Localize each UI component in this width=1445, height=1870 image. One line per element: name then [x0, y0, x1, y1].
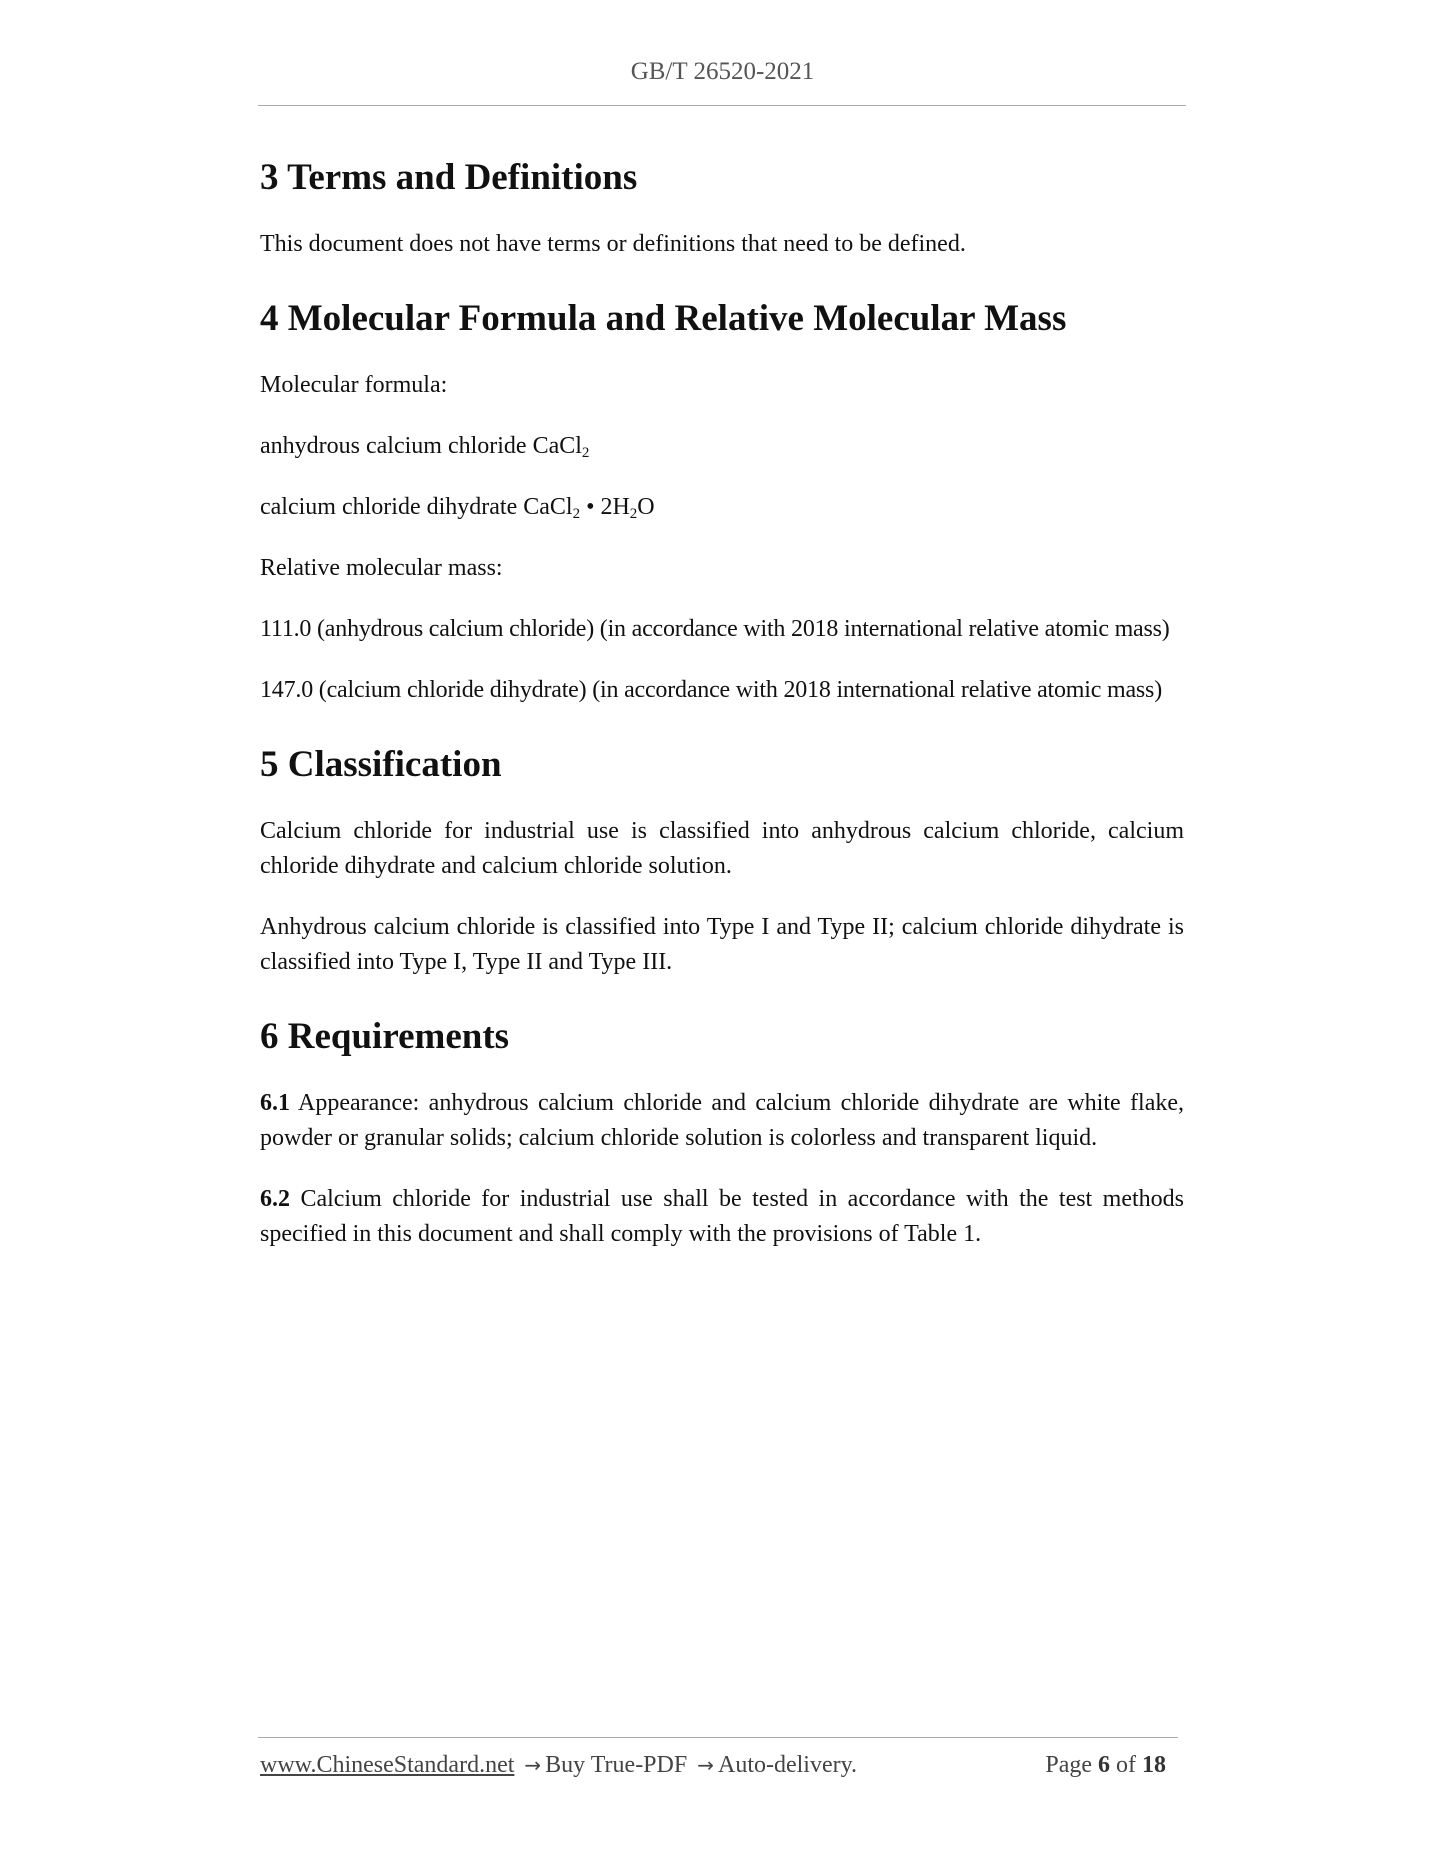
- formula-dihydrate-mid: • 2H: [580, 494, 630, 520]
- page-content: [260, 155, 1184, 1252]
- section-5-title: 5 Classification: [260, 744, 502, 785]
- section-4-title: 4 Molecular Formula and Relative Molecular Mass: [260, 298, 1067, 339]
- page-label: Page: [1045, 1752, 1092, 1778]
- mass-anhydrous: 111.0 (anhydrous calcium chloride) (in accordance with 2018 international relative atomic mass): [260, 616, 1170, 642]
- section-5-para-2: Anhydrous calcium chloride is classified into Type I and Type II; calcium chloride dihydrate is classified into Type I, Type II and Type III.: [260, 914, 1184, 975]
- footer-divider: [258, 1737, 1178, 1738]
- formula-dihydrate-subscript-1: 2: [572, 506, 581, 522]
- site-link[interactable]: www.ChineseStandard.net: [260, 1752, 515, 1778]
- formula-dihydrate-tail: O: [637, 494, 655, 520]
- header-standard-code: GB/T 26520-2021: [630, 58, 815, 85]
- section-6-title: 6 Requirements: [260, 1016, 510, 1057]
- clause-6-1-text: Appearance: anhydrous calcium chloride and calcium chloride dihydrate are white flake, powder or granular solids; calcium chloride solution is colorless and transparent liquid.: [260, 1090, 1184, 1151]
- formula-dihydrate: [260, 490, 1184, 525]
- formula-anhydrous-subscript: 2: [581, 445, 590, 461]
- arrow-right-icon: →: [524, 1753, 542, 1777]
- footer: [260, 1752, 1180, 1779]
- clause-6-2-text: Calcium chloride for industrial use shall be tested in accordance with the test methods specified in this document and shall comply with the provisions of Table 1.: [260, 1186, 1184, 1247]
- formula-anhydrous: [260, 429, 1184, 464]
- of-label: of: [1116, 1752, 1136, 1778]
- auto-delivery-text: Auto-delivery.: [717, 1752, 858, 1778]
- section-5-para-1: Calcium chloride for industrial use is classified into anhydrous calcium chloride, calcium chloride dihydrate and calcium chloride solution.: [260, 818, 1184, 879]
- clause-6-2-number: 6.2: [260, 1186, 290, 1212]
- formula-dihydrate-subscript-2: 2: [629, 506, 638, 522]
- clause-6-2: [260, 1182, 1184, 1252]
- relative-mass-label: Relative molecular mass:: [260, 555, 503, 581]
- page-total: 18: [1142, 1752, 1166, 1778]
- clause-6-1-number: 6.1: [260, 1090, 290, 1116]
- header-divider: [258, 105, 1186, 106]
- formula-anhydrous-text: anhydrous calcium chloride CaCl: [260, 433, 582, 459]
- clause-6-1: [260, 1086, 1184, 1156]
- arrow-right-icon: →: [697, 1753, 714, 1777]
- section-3-title: 3 Terms and Definitions: [260, 157, 638, 198]
- molecular-formula-label: Molecular formula:: [260, 372, 448, 398]
- buy-true-pdf-text: Buy True-PDF: [545, 1752, 688, 1778]
- formula-dihydrate-text: calcium chloride dihydrate CaCl: [260, 494, 573, 520]
- mass-dihydrate: 147.0 (calcium chloride dihydrate) (in accordance with 2018 international relative atomic mass): [260, 677, 1162, 703]
- section-3-text: This document does not have terms or definitions that need to be defined.: [260, 231, 966, 257]
- page-indicator: [1045, 1752, 1172, 1779]
- page-current: 6: [1098, 1752, 1110, 1778]
